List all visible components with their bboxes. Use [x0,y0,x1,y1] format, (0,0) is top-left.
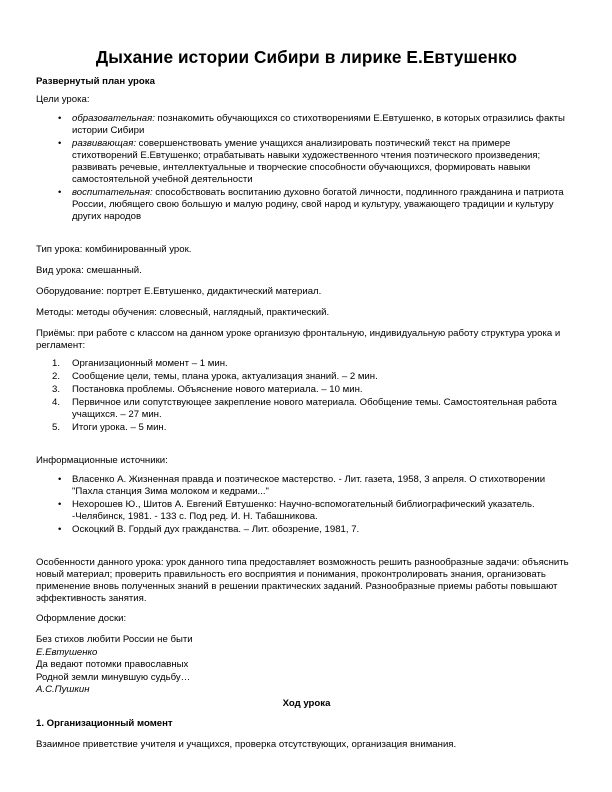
techniques: Приёмы: при работе с классом на данном уроке организую фронтальную, индивидуальную работу структура урока и регламент: [36,327,561,351]
section-text: Взаимное приветствие учителя и учащихся, проверка отсутствующих, организация внимания. [36,738,457,750]
structure-number: 4. [52,396,61,408]
equipment: Оборудование: портрет Е.Евтушенко, дидактический материал. [36,285,322,297]
source-text: Оскоцкий В. Гордый дух гражданства. – Лит. обозрение, 1981, 7. [72,523,360,535]
source-text: Власенко А. Жизненная правда и поэтическое мастерство. - Лит. газета, 1958, 3 апреля. О стихотворении "Пахла станция Зима молоком и кедрами..." [72,473,546,497]
bullet-icon: • [58,112,62,124]
structure-text: Сообщение цели, темы, плана урока, актуализация знаний. – 2 мин. [72,370,378,382]
goal-item [58,137,577,186]
goal-kind: образовательная: [72,112,155,124]
structure-text: Постановка проблемы. Объяснение нового материала. – 10 мин. [72,383,363,395]
document-title: Дыхание истории Сибири в лирике Е.Евтушенко [95,47,518,67]
structure-number: 2. [52,370,61,382]
goal-text: способствовать воспитанию духовно богатой личности, подлинного гражданина и патриота России, любящего свою большую и малую родину, свой народ и культуру, уважающего традиции и культуру других народов [72,186,564,222]
epigraph-line: Родной земли минувшую судьбу… [36,671,191,683]
bullet-icon: • [58,473,62,485]
structure-item [52,383,577,396]
structure-text: Первичное или сопутствующее закрепление нового материала. Обобщение темы. Самостоятельная работа учащихся. – 27 мин. [72,396,557,420]
goal-text: совершенствовать умение учащихся анализировать поэтический текст на примере стихотворений Е.Евтушенко; отрабатывать навыки художественного чтения поэтического произведения; развивать речевые, интеллектуальные и творческие способности обучающихся, формировать навыки самостоятельной учебной деятельности [72,137,541,185]
structure-item [52,421,577,434]
bullet-icon: • [58,523,62,535]
board-epigraphs [36,634,577,697]
bullet-icon: • [58,186,62,198]
goal-kind: воспитательная: [72,186,153,198]
board-label: Оформление доски: [36,613,127,625]
lesson-type: Тип урока: комбинированный урок. [36,243,192,255]
methods: Методы: методы обучения: словесный, наглядный, практический. [36,306,330,318]
source-item [58,473,577,498]
structure-item [52,357,577,370]
epigraph-line: Без стихов любити России не быти [36,634,193,646]
epigraph-line: Да ведают потомки православных [36,659,189,671]
structure-number: 1. [52,357,61,369]
lesson-kind: Вид урока: смешанный. [36,264,142,276]
structure-text: Итоги урока. – 5 мин. [72,421,167,433]
epigraph-author: Е.Евтушенко [36,646,98,658]
structure-item [52,396,577,421]
bullet-icon: • [58,498,62,510]
structure-number: 5. [52,421,61,433]
plan-heading: Развернутый план урока [36,76,155,87]
epigraph-author: А.С.Пушкин [36,684,90,696]
lesson-structure-list [36,358,577,434]
section-heading: 1. Организационный момент [36,717,173,729]
bullet-icon: • [58,137,62,149]
lesson-course-heading: Ход урока [282,697,331,709]
goal-item [58,186,577,223]
goal-text: познакомить обучающихся со стихотворениями Е.Евтушенко, в которых отразились факты истории Сибири [72,112,565,136]
structure-text: Организационный момент – 1 мин. [72,357,228,369]
structure-number: 3. [52,383,61,395]
sources-label: Информационные источники: [36,454,168,466]
goal-item [58,112,577,137]
goal-kind: развивающая: [72,137,137,149]
source-item [58,523,577,536]
source-text: Нехорошев Ю., Шитов А. Евгений Евтушенко: Научно-вспомогательный библиографический указатель. -Челябинск, 1981. - 133 с. Под ред. И. Н. Табашникова. [72,498,535,522]
structure-item [52,370,577,383]
lesson-features: Особенности данного урока: урок данного типа предоставляет возможность решить разнообразные задачи: объяснить новый материал; проверить правильность его восприятия и понимания, проконтролировать знания, организовать применение вновь полученных знаний в решении практических заданий. Разнообразные приемы работы повышают эффективность занятия. [36,556,569,604]
sources-list [36,474,577,536]
goals-list [36,113,577,223]
source-item [58,498,577,523]
goals-label: Цели урока: [36,93,90,105]
